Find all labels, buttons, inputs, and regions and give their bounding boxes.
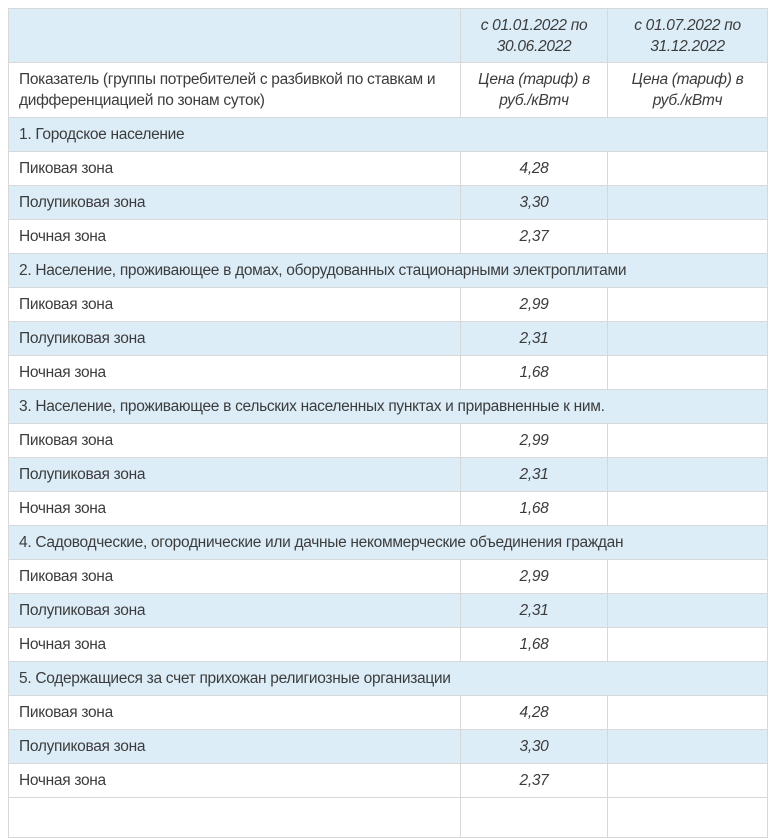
clipped-label-cell [9,798,461,838]
zone-row [9,696,768,730]
zone-row [9,492,768,526]
zone-row [9,186,768,220]
price-cell-period-1: 4,28 [461,696,608,730]
unit-header-cell-2: Цена (тариф) в руб./кВтч [608,63,768,118]
price-cell-period-2 [608,730,768,764]
zone-row [9,594,768,628]
section-title: 1. Городское население [9,118,768,152]
price-cell-period-2 [608,220,768,254]
price-cell-period-2 [608,288,768,322]
period-2-header: с 01.07.2022 по 31.12.2022 [608,9,768,63]
zone-label-cell: Полупиковая зона [9,186,461,220]
zone-label-cell: Ночная зона [9,764,461,798]
zone-row [9,356,768,390]
price-cell-period-1: 4,28 [461,152,608,186]
price-cell-period-2 [608,628,768,662]
price-cell-period-1: 2,37 [461,220,608,254]
zone-row [9,730,768,764]
tariff-table [8,8,768,838]
price-cell-period-2 [608,152,768,186]
price-cell-period-1: 2,99 [461,424,608,458]
section-title-row [9,662,768,696]
price-cell-period-1: 2,31 [461,322,608,356]
zone-row [9,560,768,594]
price-cell-period-2 [608,186,768,220]
period-header-row [9,9,768,63]
price-cell-period-1: 3,30 [461,730,608,764]
price-cell-period-2 [608,356,768,390]
zone-label-cell: Полупиковая зона [9,458,461,492]
zone-label-cell: Пиковая зона [9,560,461,594]
price-cell-period-2 [608,424,768,458]
section-title: 2. Население, проживающее в домах, оборудованных стационарными электроплитами [9,254,768,288]
zone-row [9,322,768,356]
price-cell-period-1: 2,99 [461,288,608,322]
zone-row [9,288,768,322]
section-title-row [9,118,768,152]
tariff-table-body [9,9,768,838]
price-cell-period-2 [608,458,768,492]
zone-row [9,764,768,798]
section-title-row [9,526,768,560]
zone-row [9,458,768,492]
zone-row [9,424,768,458]
zone-row [9,628,768,662]
section-title: 4. Садоводческие, огороднические или дачные некоммерческие объединения граждан [9,526,768,560]
zone-row [9,152,768,186]
price-cell-period-1: 2,31 [461,458,608,492]
zone-label-cell: Ночная зона [9,220,461,254]
zone-label-cell: Пиковая зона [9,696,461,730]
clipped-price-cell-1 [461,798,608,838]
price-cell-period-1: 3,30 [461,186,608,220]
zone-label-cell: Пиковая зона [9,152,461,186]
period-1-header: с 01.01.2022 по 30.06.2022 [461,9,608,63]
price-cell-period-1: 2,99 [461,560,608,594]
price-cell-period-1: 1,68 [461,492,608,526]
zone-label-cell: Полупиковая зона [9,594,461,628]
section-title-row [9,254,768,288]
clipped-partial-row [9,798,768,838]
price-cell-period-1: 2,37 [461,764,608,798]
price-cell-period-1: 1,68 [461,356,608,390]
column-header-row [9,63,768,118]
section-title: 3. Население, проживающее в сельских населенных пунктах и приравненные к ним. [9,390,768,424]
zone-label-cell: Ночная зона [9,628,461,662]
price-cell-period-1: 2,31 [461,594,608,628]
unit-header-cell-1: Цена (тариф) в руб./кВтч [461,63,608,118]
zone-label-cell: Пиковая зона [9,288,461,322]
zone-label-cell: Полупиковая зона [9,730,461,764]
indicator-header-cell: Показатель (группы потребителей с разбивкой по ставкам и дифференциацией по зонам суток) [9,63,461,118]
corner-empty-cell [9,9,461,63]
zone-label-cell: Полупиковая зона [9,322,461,356]
zone-label-cell: Ночная зона [9,492,461,526]
price-cell-period-2 [608,322,768,356]
section-title: 5. Содержащиеся за счет прихожан религиозные организации [9,662,768,696]
price-cell-period-2 [608,560,768,594]
section-title-row [9,390,768,424]
zone-row [9,220,768,254]
price-cell-period-2 [608,594,768,628]
price-cell-period-2 [608,764,768,798]
price-cell-period-2 [608,696,768,730]
price-cell-period-2 [608,492,768,526]
price-cell-period-1: 1,68 [461,628,608,662]
clipped-price-cell-2 [608,798,768,838]
zone-label-cell: Пиковая зона [9,424,461,458]
zone-label-cell: Ночная зона [9,356,461,390]
